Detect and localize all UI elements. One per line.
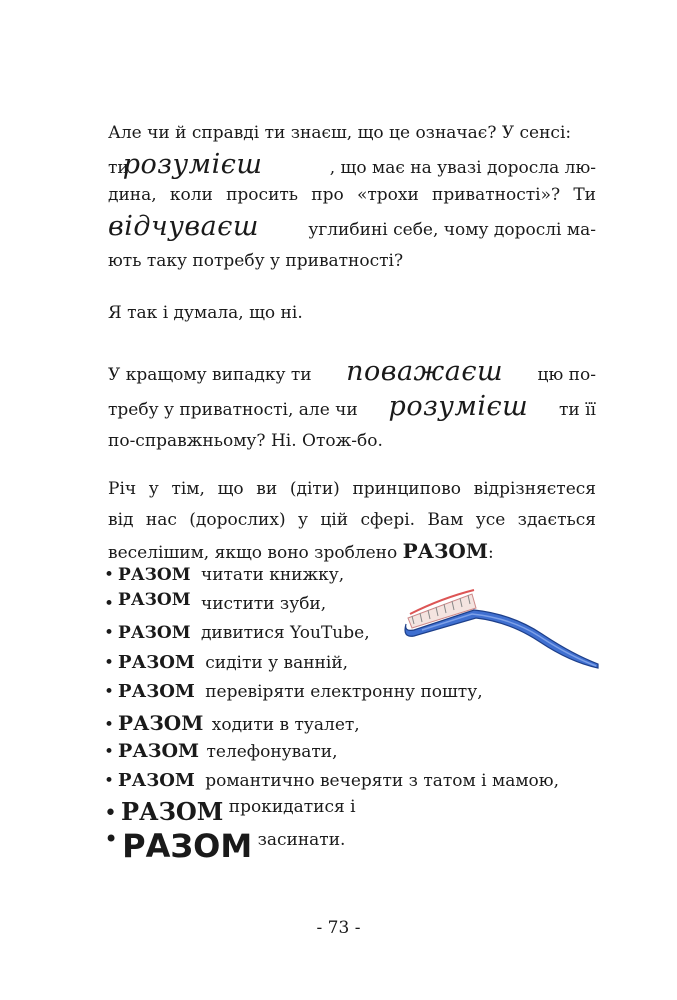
p3-line-3: по-справжньому? Ні. Отож-бо.	[108, 431, 383, 451]
list-text: ходити в туалет,	[211, 715, 360, 735]
paragraph-3	[108, 356, 596, 457]
bullet: •	[104, 682, 115, 702]
list-text: телефонувати,	[206, 742, 338, 762]
bullet: •	[104, 565, 115, 585]
bullet: •	[104, 594, 115, 614]
list-keyword: РАЗОМ	[118, 623, 191, 643]
list-keyword: РАЗОМ	[118, 681, 195, 702]
emphasis-feel: відчуваєш	[108, 211, 259, 242]
page-number: - 73 -	[316, 918, 361, 938]
list-text: дивитися YouTube,	[200, 623, 370, 643]
p4-l3-a: веселішим, якщо воно зроблено	[108, 543, 398, 563]
list-text: сидіти у ванній,	[205, 653, 349, 673]
bullet: •	[104, 715, 115, 735]
p1-line-4	[108, 211, 596, 246]
list-item	[104, 797, 356, 826]
p3-l1-a: У кращому випадку ти	[108, 365, 312, 385]
list-item	[104, 711, 360, 735]
paragraph-1	[108, 118, 596, 277]
list-item	[104, 827, 345, 865]
list-item	[104, 681, 483, 702]
p3-line-1	[108, 356, 596, 391]
p1-l2-c: , що має на увазі доросла лю-	[329, 158, 596, 178]
p1-l2-a: ти	[108, 158, 129, 178]
list-item	[104, 590, 327, 614]
list-keyword: РАЗОМ	[118, 770, 195, 791]
emphasis-understand-2: розумієш	[388, 391, 529, 422]
list-item	[104, 623, 370, 643]
list-text: засинати.	[257, 830, 346, 850]
p4-l3-c: :	[487, 543, 494, 563]
list-text: читати книжку,	[200, 565, 345, 585]
paragraph-4	[108, 474, 596, 569]
list-item	[104, 652, 348, 673]
p1-line-1	[108, 118, 596, 149]
p3-l2-c: ти її	[558, 400, 596, 420]
list-text: перевіряти електронну пошту,	[205, 682, 483, 702]
list-keyword: РАЗОМ	[122, 827, 253, 865]
emphasis-respect: поважаєш	[346, 356, 504, 387]
list-item	[104, 770, 559, 791]
list-keyword: РАЗОМ	[118, 565, 191, 585]
list-item	[104, 565, 344, 585]
bullet: •	[104, 653, 115, 673]
list-text: прокидатися і	[228, 797, 356, 817]
paragraph-2	[108, 298, 596, 329]
p1-l4-b: углибині себе, чому дорослі ма-	[308, 220, 596, 240]
p1-line-1-text: Але чи й справді ти знаєш, що це означає? У сенсі:	[108, 123, 572, 143]
p4-line-2: від нас (дорослих) у цій сфері. Вам усе здається	[108, 510, 596, 530]
list-keyword: РАЗОМ	[118, 590, 191, 610]
p2-line-1: Я так і думала, що ні.	[108, 303, 303, 323]
list-item	[104, 740, 338, 762]
p3-l1-c: цю по-	[537, 365, 596, 385]
list-keyword: РАЗОМ	[118, 652, 195, 673]
bullet: •	[104, 771, 115, 791]
list-text: романтично вечеряти з татом і мамою,	[205, 771, 559, 791]
p4-line-1: Річ у тім, що ви (діти) принципово відрізняєтеся	[108, 479, 596, 499]
list-keyword: РАЗОМ	[118, 711, 204, 735]
p3-l2-a: требу у приватності, але чи	[108, 400, 358, 420]
p1-line-2	[108, 149, 596, 180]
together-keyword: РАЗОМ	[402, 539, 488, 563]
toothbrush-illustration	[402, 584, 602, 676]
bullet: •	[104, 801, 117, 826]
list-keyword: РАЗОМ	[118, 740, 200, 762]
list-text: чистити зуби,	[200, 594, 327, 614]
bullet: •	[104, 623, 115, 643]
p3-line-2	[108, 391, 596, 426]
bullet: •	[104, 825, 119, 853]
emphasis-understand: розумієш	[122, 149, 263, 180]
p1-line-5: ють таку потребу у приватності?	[108, 251, 404, 271]
p1-line-3: дина, коли просить про «трохи приватності»? Ти	[108, 185, 596, 205]
list-keyword: РАЗОМ	[120, 797, 224, 826]
bullet: •	[104, 742, 115, 762]
